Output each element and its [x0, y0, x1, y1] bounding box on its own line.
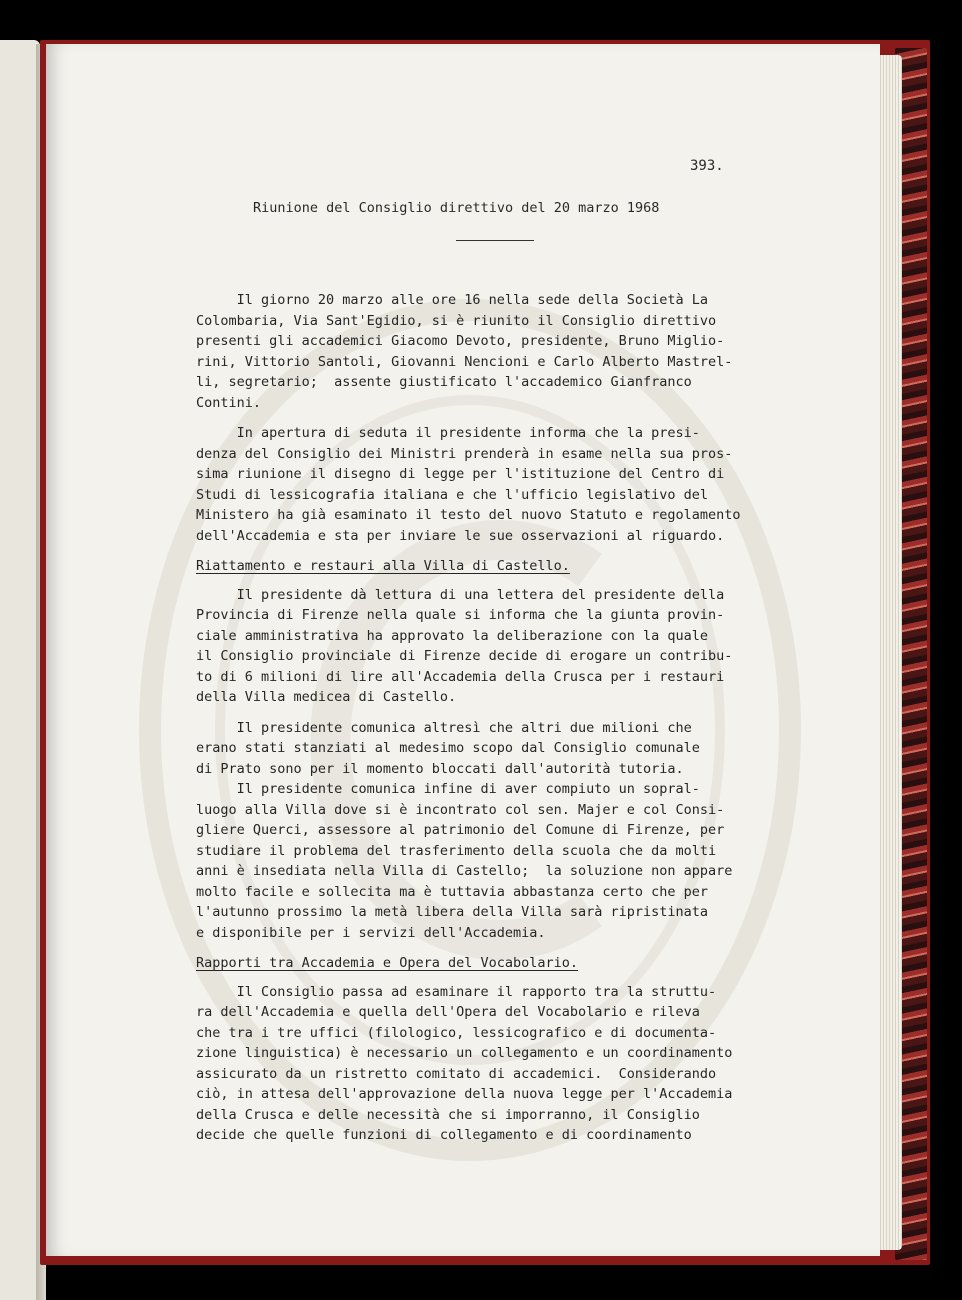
- section-heading: Rapporti tra Accademia e Opera del Vocabolario.: [196, 955, 579, 971]
- paragraph: Il giorno 20 marzo alle ore 16 nella sede della Società La Colombaria, Via Sant'Egidio, si è riunito il Consiglio direttivo presenti gli accademici Giacomo Devoto, presidente, Bruno Miglio- rini, Vittorio Santoli, Giovanni Nencioni e Carlo Alberto Mastrel- li, segretario; assente giustificato l'accademico Gianfranco Contini.: [196, 292, 733, 411]
- paragraph: Il presidente comunica infine di aver compiuto un sopral- luogo alla Villa dove si è incontrato col sen. Majer e col Consi- gliere Querci, assessore al patrimonio del Comune di Firenze, per studiare il problema del trasferimento della scuola che da molti anni è insediata nella Villa di Castello; la soluzione non appare molto facile e sollecita ma è tuttavia abbastanza certo che per l'autunno prossimo la metà libera della Villa sarà ripristinata e disponibile per i servizi dell'Accademia.: [196, 781, 733, 941]
- paragraph: Il presidente dà lettura di una lettera del presidente della Provincia di Firenze nella quale si informa che la giunta provin- ciale amministrativa ha approvato la deliberazione con la quale il Consiglio provinciale di Firenze decide di erogare un contribu- to di 6 milioni di lire all'Accademia della Crusca per i restauri della Villa medicea di Castello.: [196, 586, 733, 705]
- document-body: [196, 290, 796, 1156]
- paragraph: Il presidente comunica altresì che altri due milioni che erano stati stanziati al medesimo scopo dal Consiglio comunale di Prato sono per il momento bloccati dall'autorità tutoria.: [196, 719, 700, 777]
- title-underline: [456, 240, 534, 241]
- page-number: 393.: [690, 158, 724, 174]
- paragraph: Il Consiglio passa ad esaminare il rapporto tra la struttu- ra dell'Accademia e quella dell'Opera del Vocabolario e rileva che tra i tre uffici (filologico, lessicografico e di documenta- zione linguistica) è necessario un collegamento e un coordinamento assicurato da un ristretto comitato di accademici. Considerando ciò, in attesa dell'approvazione della nuova legge per l'Accademia della Crusca e delle necessità che si imporranno, il Consiglio decide che quelle funzioni di collegamento e di coordinamento: [196, 983, 733, 1143]
- paragraph: In apertura di seduta il presidente informa che la presi- denza del Consiglio dei Ministri prenderà in esame nella sua pros- sima riunione il disegno di legge per l'istituzione del Centro di Studi di lessicografia italiana e che l'ufficio legislativo del Ministero ha già esaminato il testo del nuovo Statuto e regolamento dell'Accademia e sta per inviare le sue osservazioni al riguardo.: [196, 425, 741, 544]
- document-title: Riunione del Consiglio direttivo del 20 marzo 1968: [253, 200, 660, 216]
- left-page: [0, 40, 40, 1300]
- section-heading: Riattamento e restauri alla Villa di Castello.: [196, 558, 570, 574]
